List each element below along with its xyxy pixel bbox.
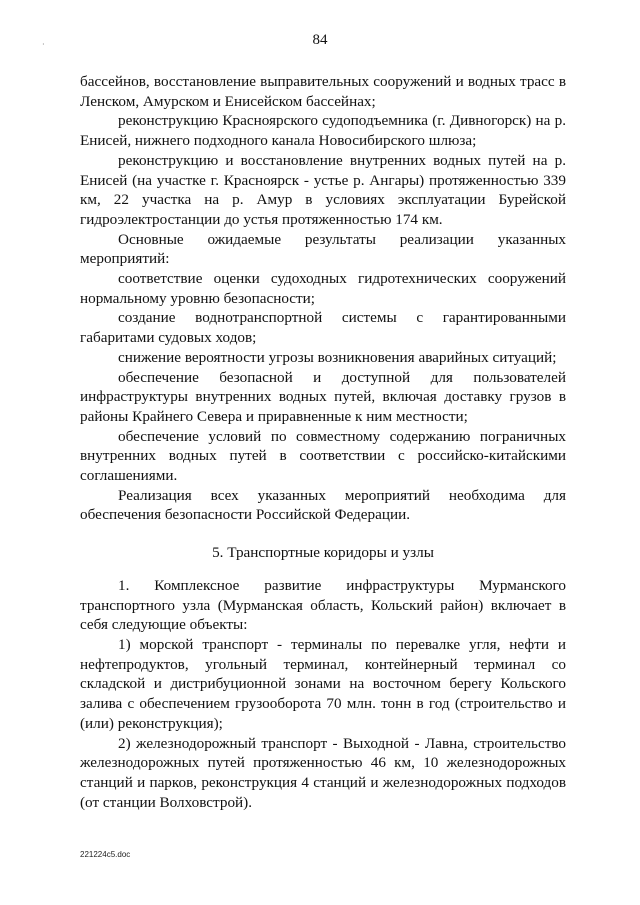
paragraph-item: создание воднотранспортной системы с гарантированными габаритами судовых ходов; [80,309,566,347]
paragraph-results-intro: Основные ожидаемые результаты реализации указанных мероприятий: [80,230,566,268]
section-heading: 5. Транспортные коридоры и узлы [212,544,434,562]
paragraph-item: соответствие оценки судоходных гидротехнических сооружений нормальному уровню безопасности; [80,270,566,307]
margin-mark: · [42,40,45,49]
document-body [80,72,566,812]
paragraph-item: обеспечение условий по совместному содержанию пограничных внутренних водных путей в соответствии с российско-китайскими соглашениями. [80,427,566,485]
paragraph-item: реконструкцию и восстановление внутренних водных путей на р. Енисей (на участке г. Красноярск - устье р. Ангары) протяженностью 339 км, 22 участка на р. Амур в условиях эксплуатации Бурейской гидроэлектростанции до устья протяженностью 174 км. [80,151,566,228]
document-file-code: 221224c5.doc [80,850,131,859]
paragraph-item: 1) морской транспорт - терминалы по перевалке угля, нефти и нефтепродуктов, угольный терминал, контейнерный терминал со складской и дистрибуционной зонами на восточном берегу Кольского залива с обеспечением грузооборота 70 млн. тонн в год (строительство и (или) реконструкция); [80,635,566,732]
paragraph-conclusion: Реализация всех указанных мероприятий необходима для обеспечения безопасности Российской Федерации. [80,486,566,524]
paragraph-item: 1. Комплексное развитие инфраструктуры Мурманского транспортного узла (Мурманская область, Кольский район) включает в себя следующие объекты: [80,576,566,634]
paragraph-continuation: бассейнов, восстановление выправительных сооружений и водных трасс в Ленском, Амурском и Енисейском бассейнах; [80,73,566,110]
paragraph-item: снижение вероятности угрозы возникновения аварийных ситуаций; [118,348,557,366]
paragraph-item: реконструкцию Красноярского судоподъемника (г. Дивногорск) на р. Енисей, нижнего подходного канала Новосибирского шлюза; [80,112,566,150]
page-number: 84 [312,32,328,48]
paragraph-item: обеспечение безопасной и доступной для пользователей инфраструктуры внутренних водных путей, включая доставку грузов в районы Крайнего Севера и приравненные к ним местности; [80,368,566,425]
paragraph-item: 2) железнодорожный транспорт - Выходной - Лавна, строительство железнодорожных путей протяженностью 46 км, 10 железнодорожных станций и парков, реконструкция 4 станций и железнодорожных подходов (от станции Волховстрой). [80,734,566,811]
